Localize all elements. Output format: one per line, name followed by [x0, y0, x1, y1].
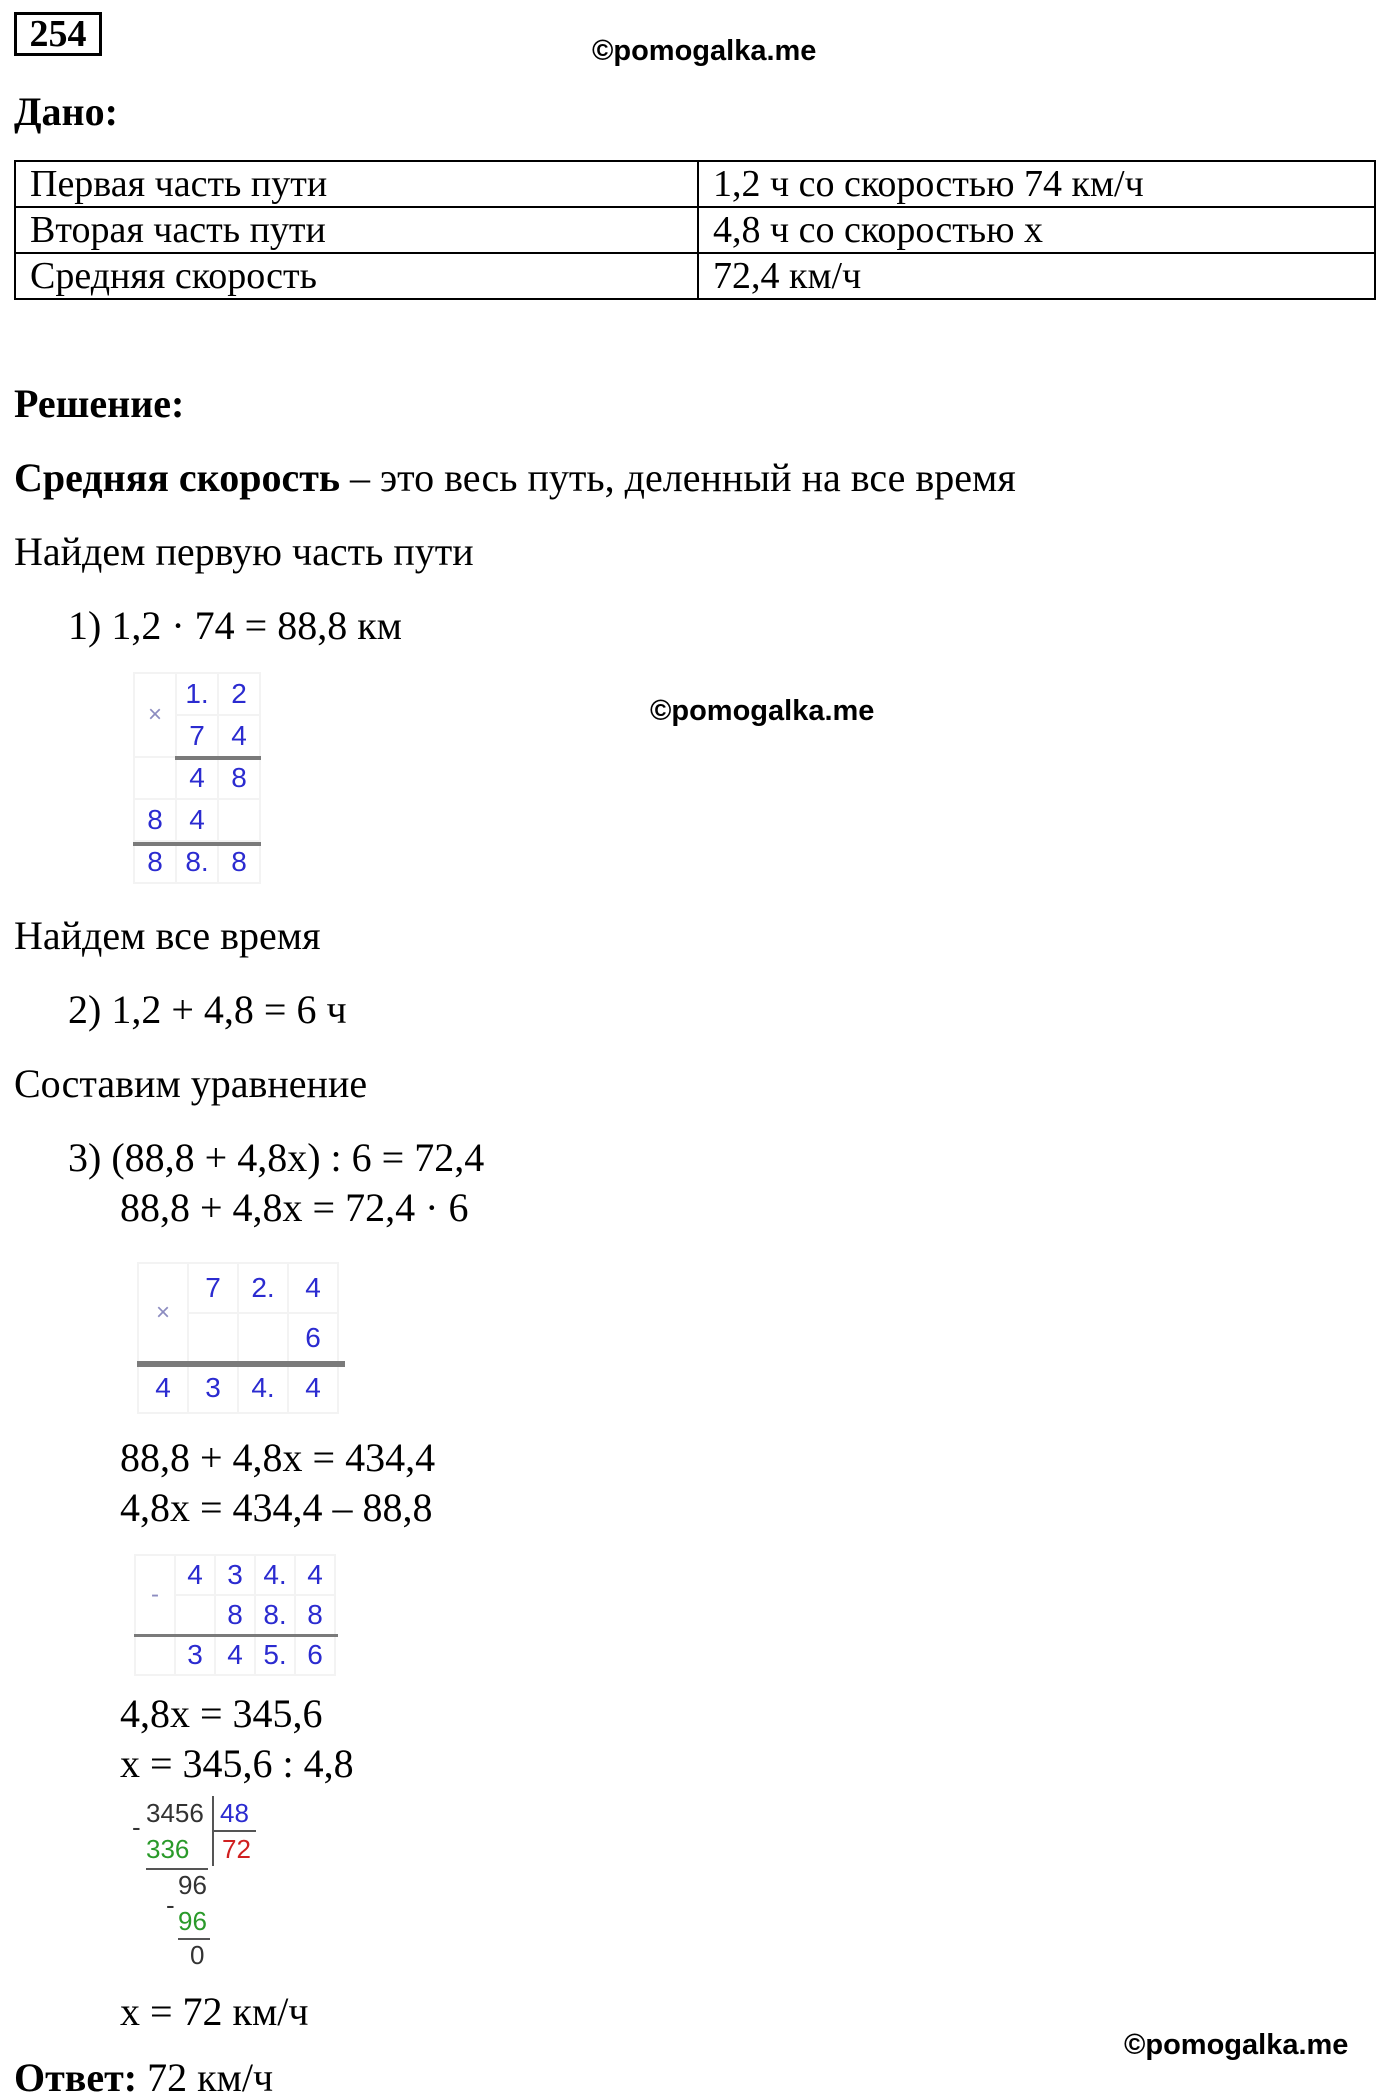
- step-2: 2) 1,2 + 4,8 = 6 ч: [68, 987, 347, 1032]
- digit-cell: 5.: [256, 1636, 294, 1674]
- watermark: ©pomogalka.me: [650, 695, 875, 727]
- digit-cell: [189, 1314, 237, 1362]
- digit-cell: 4: [219, 716, 259, 756]
- digit-cell: 3: [216, 1556, 254, 1594]
- digit-cell: 6: [289, 1314, 337, 1362]
- multiplication-grid-1: [133, 672, 261, 884]
- multiply-sign: ×: [135, 674, 175, 756]
- table-row: [15, 253, 1375, 299]
- equation-line: 4,8x = 434,4 – 88,8: [120, 1485, 433, 1530]
- solution-heading: Решение:: [14, 381, 185, 426]
- digit-cell: 8: [135, 842, 175, 882]
- rule-line: [137, 1361, 345, 1367]
- given-heading: Дано:: [14, 89, 118, 134]
- digit-cell: 2: [219, 674, 259, 714]
- watermark: ©pomogalka.me: [1124, 2029, 1349, 2061]
- multiplication-grid-2: [137, 1262, 339, 1414]
- minus-sign: -: [132, 1812, 141, 1842]
- empty-cell: [136, 1636, 174, 1674]
- digit-cell: 4: [289, 1264, 337, 1312]
- digit-cell: 2.: [239, 1264, 287, 1312]
- digit-cell: [239, 1314, 287, 1362]
- digit-cell: 4.: [256, 1556, 294, 1594]
- digit-cell: 6: [296, 1636, 334, 1674]
- answer-label: Ответ:: [14, 2055, 138, 2100]
- definition: [14, 454, 1016, 502]
- make-equation-text: Составим уравнение: [14, 1061, 368, 1106]
- digit-cell: 8.: [256, 1596, 294, 1634]
- subtrahend: 336: [146, 1834, 190, 1864]
- find-distance-text: Найдем первую часть пути: [14, 529, 474, 574]
- dividend: 3456: [146, 1798, 204, 1828]
- table-cell-label: Вторая часть пути: [15, 207, 698, 253]
- digit-cell: 8: [219, 842, 259, 882]
- rule-line: [134, 1634, 338, 1637]
- minus-sign: -: [166, 1890, 175, 1920]
- digit-cell: [219, 800, 259, 840]
- digit-cell: 4: [216, 1636, 254, 1674]
- equation-line: 4,8x = 345,6: [120, 1691, 323, 1736]
- table-cell-value: 1,2 ч со скоростью 74 км/ч: [698, 161, 1375, 207]
- digit-cell: 4.: [239, 1364, 287, 1412]
- digit-cell: 8: [296, 1596, 334, 1634]
- equation-line: 88,8 + 4,8x = 434,4: [120, 1435, 436, 1480]
- table-cell-value: 4,8 ч со скоростью x: [698, 207, 1375, 253]
- digit-cell: [135, 758, 175, 798]
- rule-line: [175, 756, 261, 760]
- digit-cell: 7: [177, 716, 217, 756]
- table-cell-label: Первая часть пути: [15, 161, 698, 207]
- table-cell-value: 72,4 км/ч: [698, 253, 1375, 299]
- equation-line: x = 72 км/ч: [120, 1989, 309, 2034]
- rule-line: [133, 842, 261, 846]
- digit-cell: 4: [139, 1364, 187, 1412]
- table-cell-label: Средняя скорость: [15, 253, 698, 299]
- definition-term: Средняя скорость: [14, 455, 340, 500]
- minus-sign: -: [136, 1556, 174, 1634]
- digit-cell: 1.: [177, 674, 217, 714]
- remainder: 0: [190, 1940, 205, 1970]
- digit-cell: 3: [189, 1364, 237, 1412]
- divisor: 48: [220, 1798, 249, 1828]
- digit-cell: 4: [177, 800, 217, 840]
- step-3: 3) (88,8 + 4,8x) : 6 = 72,4: [68, 1135, 485, 1180]
- answer-value: 72 км/ч: [137, 2055, 274, 2100]
- table-row: [15, 207, 1375, 253]
- digit-cell: 8.: [177, 842, 217, 882]
- digit-cell: 3: [176, 1636, 214, 1674]
- division-bar: [214, 1830, 256, 1832]
- subtraction-grid: [134, 1554, 336, 1676]
- problem-number: 254: [14, 12, 102, 56]
- digit-cell: 7: [189, 1264, 237, 1312]
- equation-line: x = 345,6 : 4,8: [120, 1741, 354, 1786]
- digit-cell: 8: [135, 800, 175, 840]
- digit-cell: 4: [289, 1364, 337, 1412]
- equation-line: 88,8 + 4,8x = 72,4 · 6: [120, 1185, 469, 1230]
- long-division: [130, 1790, 270, 1970]
- remainder: 96: [178, 1870, 207, 1900]
- digit-cell: 8: [219, 758, 259, 798]
- answer: [14, 2055, 274, 2100]
- watermark: ©pomogalka.me: [592, 35, 817, 67]
- digit-cell: 4: [177, 758, 217, 798]
- digit-cell: 4: [296, 1556, 334, 1594]
- digit-cell: [176, 1596, 214, 1634]
- given-table: [14, 160, 1376, 300]
- quotient: 72: [222, 1834, 251, 1864]
- digit-cell: 4: [176, 1556, 214, 1594]
- subtrahend: 96: [178, 1906, 207, 1936]
- definition-text: – это весь путь, деленный на все время: [340, 455, 1016, 500]
- find-time-text: Найдем все время: [14, 913, 321, 958]
- digit-cell: 8: [216, 1596, 254, 1634]
- table-row: [15, 161, 1375, 207]
- step-1: 1) 1,2 · 74 = 88,8 км: [68, 603, 402, 648]
- multiply-sign: ×: [139, 1264, 187, 1362]
